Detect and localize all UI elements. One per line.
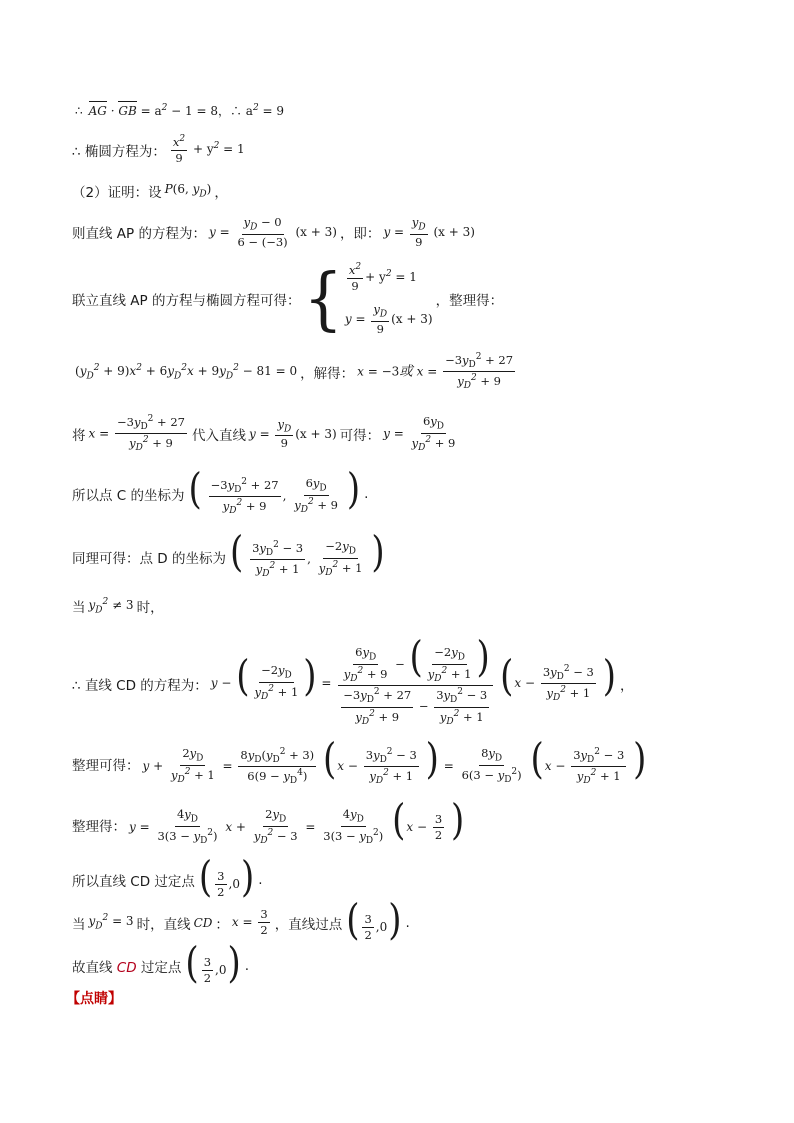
- cd-eq-label: ∴ 直线 CD 的方程为：: [72, 677, 208, 694]
- line-quadratic: [72, 352, 734, 392]
- simplify2-equation: y = $\frac{4y_D}{3(3 - y_D^2)}$ x + $\frac{2y_D}{y_D^2 - 3}$ = $\frac{4y_D}{3(3 - y_D^2)}$ (x − $\frac{3}{2}$ ): [129, 795, 465, 847]
- line-comment: [66, 988, 734, 1008]
- fixed-point-label: 所以直线 CD 过定点: [72, 873, 195, 890]
- ellipse-label: ∴ 椭圆方程为：: [72, 143, 166, 160]
- case-eq-point: ( $\frac{3}{2}$ ,0): [346, 895, 402, 945]
- point-c-label: 所以点 C 的坐标为: [72, 488, 185, 505]
- fixed-point-value: ( $\frac{3}{2}$ ,0): [198, 852, 255, 902]
- substitute-x: x = $\frac{-3y_D^2 + 27}{y_D^2 + 9}$: [88, 414, 185, 454]
- line-dot-product: [72, 102, 734, 119]
- line-system: [72, 258, 734, 339]
- conclusion-label: 故直线 CD 过定点: [72, 959, 182, 976]
- substitute-lead: 将: [72, 427, 86, 444]
- simplify1-label: 整理可得：: [72, 758, 140, 775]
- line-simplify-2: [72, 795, 734, 847]
- ap-mid: ，即：: [339, 226, 381, 243]
- quadratic-eq: $(y_D^2 + 9)x^2 + 6y_D^2x + 9y_D^2 - 81 = 0$: [75, 362, 298, 382]
- equation-system: { $\frac{x^2}{9}$ + $y^2 = 1$ y = $\frac{y_D}{9}$ (x + 3): [303, 258, 433, 339]
- simplify1-equation: y + $\frac{2y_D}{y_D^2 + 1}$ = $\frac{8y_D(y_D^2 + 3)}{6(9 - y_D^4)}$ (x − $\frac{3y_D^2 - 3}{y_D^2 + 1}$ ) = $\frac{8y_D}{6(3 - y_D^2)}$ (x − $\frac{3y_D^2 - 3}{y_D^2 + 1}$ ): [142, 734, 647, 787]
- ellipse-equation: $\frac{x^2}{9}$ + $y^2 = 1$: [172, 134, 245, 166]
- point-d-label: 同理可得：点 D 的坐标为: [72, 551, 226, 568]
- line-substitute: [72, 414, 734, 454]
- quadratic-mid: ，解得：: [300, 365, 355, 382]
- line-case-eq: 当 $y_D^2 = 3$ 时，直线 CD ： x = $\frac{3}{2}$ ，直线过点 ( $\frac{3}{2}$ ,0) .: [72, 895, 410, 945]
- line-point-c: 所以点 C 的坐标为 ( $\frac{-3y_D^2 + 27}{y_D^2 + 9}$ , $\frac{6y_D}{y_D^2 + 9}$ ) .: [72, 464, 369, 517]
- cd-name: CD: [193, 915, 213, 930]
- system-tail: ，整理得：: [435, 293, 504, 310]
- dot-product-eq: AG · GB = $a^2 - 1 = 8$，∴ $a^2 = 9$: [88, 103, 285, 118]
- ap-equation-2: y = $\frac{y_D}{9}$ (x + 3): [383, 215, 475, 249]
- line-fixed-point: 所以直线 CD 过定点 ( $\frac{3}{2}$ ,0) .: [72, 852, 263, 902]
- ap-equation-1: y = $\frac{y_D - 0}{6 - (-3)}$ (x + 3): [208, 215, 337, 249]
- case-eq-cond: $y_D^2 = 3$: [88, 913, 134, 932]
- quadratic-solution: x = −3或 x = $\frac{-3y_D^2 + 27}{y_D^2 + 9}$: [357, 352, 514, 392]
- substitute-line: y = $\frac{y_D}{9}$ (x + 3): [248, 416, 337, 451]
- point-d-coords: ( $\frac{3y_D^2 - 3}{y_D^2 + 1}$ , $\frac{-2y_D}{y_D^2 + 1}$ ): [229, 527, 385, 580]
- line-cd-equation: ∴ 直线 CD 的方程为： y − ( $\frac{-2y_D}{y_D^2 + 1}$ ) = $\frac{6y_D}{y_D^2 + 9}$ − ( $\frac{-2y_D}{y_D^2 + 1}$ ) $\frac{-3y_D^2 + 27}{y_D^2 + 9}$ − $\frac{3y_D^2 - 3}{y_D^2 + 1}$ (x − $\frac{3y_D^2 - 3}{y_D^2 + 1}$ ) ，: [72, 632, 634, 727]
- case-eq-line: x = $\frac{3}{2}$: [231, 906, 268, 938]
- case-neq-cond: $y_D^2 \ne 3$: [88, 596, 134, 616]
- simplify2-label: 整理得：: [72, 818, 126, 835]
- system-row-2: y = $\frac{y_D}{9}$ (x + 3): [344, 302, 433, 336]
- line-simplify-1: [72, 734, 734, 787]
- line-point-d: [72, 527, 734, 580]
- therefore-symbol: ∴: [75, 103, 83, 118]
- line-ellipse-equation: [72, 134, 734, 165]
- system-row-1: $\frac{x^2}{9}$ + $y^2 = 1$: [348, 262, 417, 294]
- cd-equation: y − ( $\frac{-2y_D}{y_D^2 + 1}$ ) = $\frac{6y_D}{y_D^2 + 9}$ − ( $\frac{-2y_D}{y_D^2 + 1}$ ) $\frac{-3y_D^2 + 27}{y_D^2 + 9}$ − $\frac{3y_D^2 - 3}{y_D^2 + 1}$ (x − $\frac{3y_D^2 - 3}{y_D^2 + 1}$ ): [210, 632, 616, 727]
- point-c-coords: ( $\frac{-3y_D^2 + 27}{y_D^2 + 9}$ , $\frac{6y_D}{y_D^2 + 9}$ ): [188, 464, 361, 517]
- line-case-neq: 当 $y_D^2 \ne 3$ 时，: [72, 596, 164, 616]
- substitute-mid1: 代入直线: [191, 427, 246, 444]
- proof-intro: （2）证明：设: [72, 185, 162, 201]
- ap-label: 则直线 AP 的方程为：: [72, 226, 206, 243]
- point-p: P(6, $y_D$): [164, 182, 212, 200]
- line-proof-start: （2）证明：设 P(6, $y_D$) ，: [72, 182, 228, 201]
- system-label: 联立直线 AP 的方程与椭圆方程可得：: [72, 293, 301, 310]
- case-eq-mid: ，直线过点: [274, 916, 343, 933]
- substitute-mid2: 可得：: [339, 427, 381, 444]
- comment-title: 【点睛】: [66, 991, 122, 1007]
- line-ap-equation: [72, 216, 734, 249]
- substitute-result: y = $\frac{6y_D}{y_D^2 + 9}$: [383, 413, 456, 453]
- line-conclusion: 故直线 CD 过定点 ( $\frac{3}{2}$ ,0) .: [72, 938, 250, 988]
- conclusion-point: ( $\frac{3}{2}$ ,0): [185, 938, 241, 988]
